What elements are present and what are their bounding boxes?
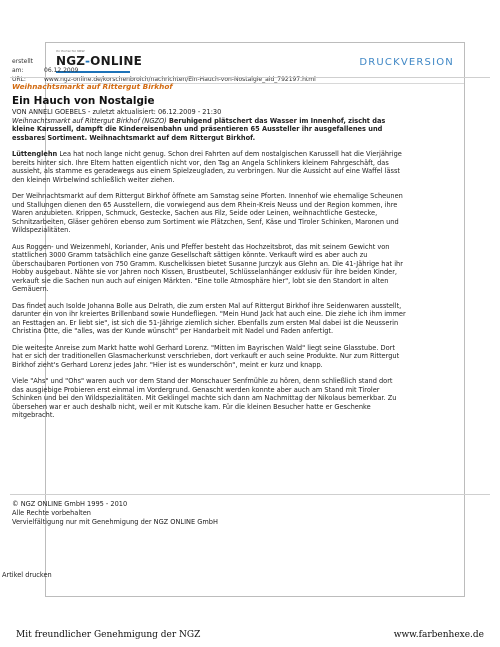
footer-credit: Mit freundlicher Genehmigung der NGZ [16, 630, 201, 640]
paragraph-1-text: Lea hat noch lange nicht genug. Schon drei Fahrten auf dem nostalgischen Karussell hat die Vierjährige bereits hinter sich. Ihre Eltern hatten eigentlich nicht vor, den Tag an Angela Schlinkers kleinem Fahrgeschäft, das aussieht, als stamme es geradewegs aus einem Spielzeugladen, zu verbringen. Nur die Aussicht auf eine Waffel lässt den kleinen Wirbelwind schließlich weiter ziehen. [12, 150, 402, 184]
paragraph-4: Das findet auch Isolde Johanna Bolle aus Delrath, die zum ersten Mal auf Rittergut Birkhof ihre Seidenwaren ausstellt, darunter ein von ihr kreiertes Brillenband sowie Hundefliegen. "Mein Hund Jack hat auch eine. Die ziehe ich ihm immer an Festtagen an. Er liebt sie", ist sich die 51-Jährige ziemlich sicher. Ebenfalls zum ersten Mal dabei ist die Neusserin Christina Otte, die "alles, was der Kunde wünscht" per Handarbeit mit Nadel und Faden anfertigt. [12, 301, 406, 335]
article-headline: Ein Hauch von Nostalgie [12, 95, 155, 107]
article-meta [12, 57, 316, 84]
article-kicker: Weihnachtsmarkt auf Rittergut Birkhof [12, 82, 173, 91]
paragraph-6: Viele "Ahs" und "Ohs" waren auch vor dem Stand der Monschauer Senfmühle zu hören, denn schließlich stand dort das ausgiebige Probieren erst einmal im Vordergrund. Genascht werden konnte aber auch am Stand mit Tiroler Schinken und bei den Wildspezialitäten. Mit Geklingel machte sich dann am Nachmittag der Nikolaus bemerkbar. Zu übersehen war er auch deshalb nicht, weil er mit Kutsche kam. Für die kleinen Besucher hatte er Geschenke mitgebracht. [12, 377, 397, 419]
divider-bottom [10, 494, 490, 495]
article-lead [12, 117, 406, 143]
divider-top [10, 77, 490, 78]
footer-website: www.farbenhexe.de [393, 630, 484, 640]
created-label: erstellt am: [12, 58, 34, 74]
url-value: www.ngz-online.de/korschenbroich/nachrichten/Ein-Hauch-von-Nostalgie_aid_792197.html [44, 76, 316, 83]
paragraph-1 [12, 150, 406, 184]
article-byline: VON ANNELI GOEBELS - zuletzt aktualisiert: 06.12.2009 - 21:30 [12, 108, 222, 116]
copyright-line-2: Alle Rechte vorbehalten [12, 509, 91, 517]
lead-source: Weihnachtsmarkt auf Rittergut Birkhof (NGZO) [12, 116, 167, 125]
created-row [12, 57, 316, 75]
logo-text-right: ONLINE [90, 54, 142, 68]
logo-text-left: NGZ [56, 54, 85, 68]
print-article-link[interactable]: Artikel drucken [2, 571, 52, 579]
dateline-location: Lüttenglehn [12, 150, 58, 158]
copyright-block [12, 500, 218, 527]
copyright-line-1: © NGZ ONLINE GmbH 1995 - 2010 [12, 500, 128, 508]
paragraph-2: Der Weihnachtsmarkt auf dem Rittergut Birkhof öffnete am Samstag seine Pforten. Innenhof wie ehemalige Scheunen und Stallungen dienen den 65 Ausstellern, die vorwiegend aus dem Rhein-Kreis Neuss und der Region kommen, ihre Waren anzubieten. Krippen, Schmuck, Gestecke, Sachen aus Filz, Seide oder Leinen, weihnachtliche Gestecke, Schnitzarbeiten, Gläser gehören ebenso zum Sortiment wie Plätzchen, Senf, Käse und Tiroler Schinken, Maronen und Wildspezialitäten. [12, 192, 403, 234]
logo-tagline: Ihr Portal für NRW [56, 49, 85, 53]
url-label: URL: [12, 76, 26, 83]
article [12, 82, 406, 420]
created-value: 06.12.2009 [44, 67, 79, 74]
copyright-line-3: Vervielfältigung nur mit Genehmigung der NGZ ONLINE GmbH [12, 518, 218, 526]
paragraph-3: Aus Roggen- und Weizenmehl, Koriander, Anis und Pfeffer besteht das Hochzeitsbrot, das mit seinem Gewicht von stattlichen 3000 Gramm tatsächlich eine ganze Gesellschaft sättigen könnte. Verkauft wird es aber auch zu überschaubaren Portionen von 750 Gramm. Kuschelkissen bietet Susanne Jurczyk aus Glehn an. Die 41-Jährige hat ihr Hobby ausgebaut. Nähte sie vor Jahren noch Kissen, Brustbeutel, Schlüsselanhänger exklusiv für ihre beiden Kinder, verkauft sie die Sachen nun auch auf einigen Märkten. "Eine tolle Atmosphäre hier", lobt sie den Standort in alten Gemäuern. [12, 242, 403, 293]
lead-text: Beruhigend plätschert das Wasser im Innenhof, zischt das kleine Karussell, dampft die Kindereisenbahn und präsentieren 65 Aussteller ihr ausgefallenes und essbares Sortiment. Weihnachtsmarkt auf dem Rittergut Birkhof. [12, 116, 386, 142]
print-version-label: DRUCKVERSION [359, 57, 454, 68]
paragraph-5: Die weiteste Anreise zum Markt hatte wohl Gerhard Lorenz. "Mitten im Bayrischen Wald" liegt seine Glasstube. Dort hat er sich der traditionellen Glasmacherkunst verschrieben, dort verkauft er auch seine Produkte. Nur zum Rittergut Birkhof zieht's Gerhard Lorenz jedes Jahr. "Hier ist es wunderschön", meint er kurz und knapp. [12, 343, 400, 369]
logo-dash: - [84, 54, 91, 68]
